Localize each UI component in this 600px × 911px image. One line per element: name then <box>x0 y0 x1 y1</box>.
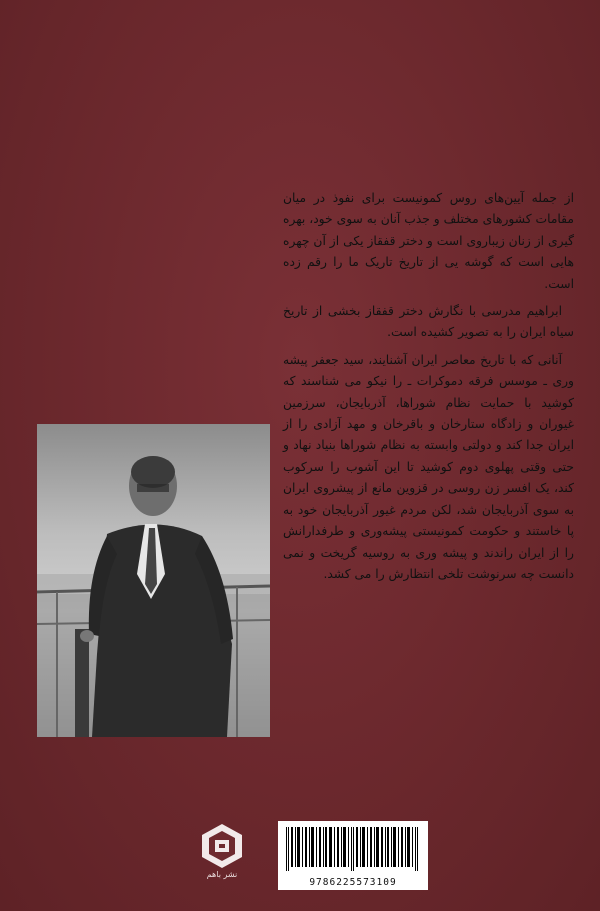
author-photo <box>37 424 270 737</box>
barcode-bars-icon <box>284 827 422 871</box>
blurb-paragraph-1: از جمله آیین‌های روس کمونیست برای نفوذ در میان مقامات کشورهای مختلف و جذب آنان به سوی خود، بهره گیری از زنان زیباروی است و دختر قفقاز یکی از آن چهره هایی است که گوشه یی از تاریخ تاریک ما را رقم زده است. <box>283 191 574 291</box>
blurb-paragraph-3: آنانی که با تاریخ معاصر ایران آشنایند، سید جعفر پیشه وری ـ موسس فرقه دموکرات ـ را نیکو می شناسند که کوشید با حمایت نظام شوراها، آذربایجان، سرزمین غیوران و زادگاه ستارخان و باقرخان و مهد آزادی را از ایران جدا کند و دولتی وابسته به نظام شوراها بنیاد نهاد و حتی وقتی پهلوی دوم کوشید تا این آشوب را سرکوب کند، یک افسر زن روسی در قزوین مانع از پیشروی ایران به سوی آذربایجان شد، لکن مردم غیور آذربایجان خود به پا خاستند و حکومت کمونیستی پیشه‌وری و طرفدارانش را از ایران راندند و پیشه وری به روسیه گریخت و نمی دانست چه سرنوشت تلخی انتظارش را می کشد. <box>283 352 574 581</box>
publisher-name: نشر باهم <box>206 870 238 879</box>
blurb-text <box>283 188 574 585</box>
isbn-number: 9786225573109 <box>309 877 397 888</box>
blurb-paragraph-2: ابراهیم مدرسی با نگارش دختر قفقاز بخشی از تاریخ سیاه ایران را به تصویر کشیده است. <box>283 304 574 340</box>
author-portrait-illustration <box>37 424 270 737</box>
isbn-barcode <box>278 821 428 890</box>
